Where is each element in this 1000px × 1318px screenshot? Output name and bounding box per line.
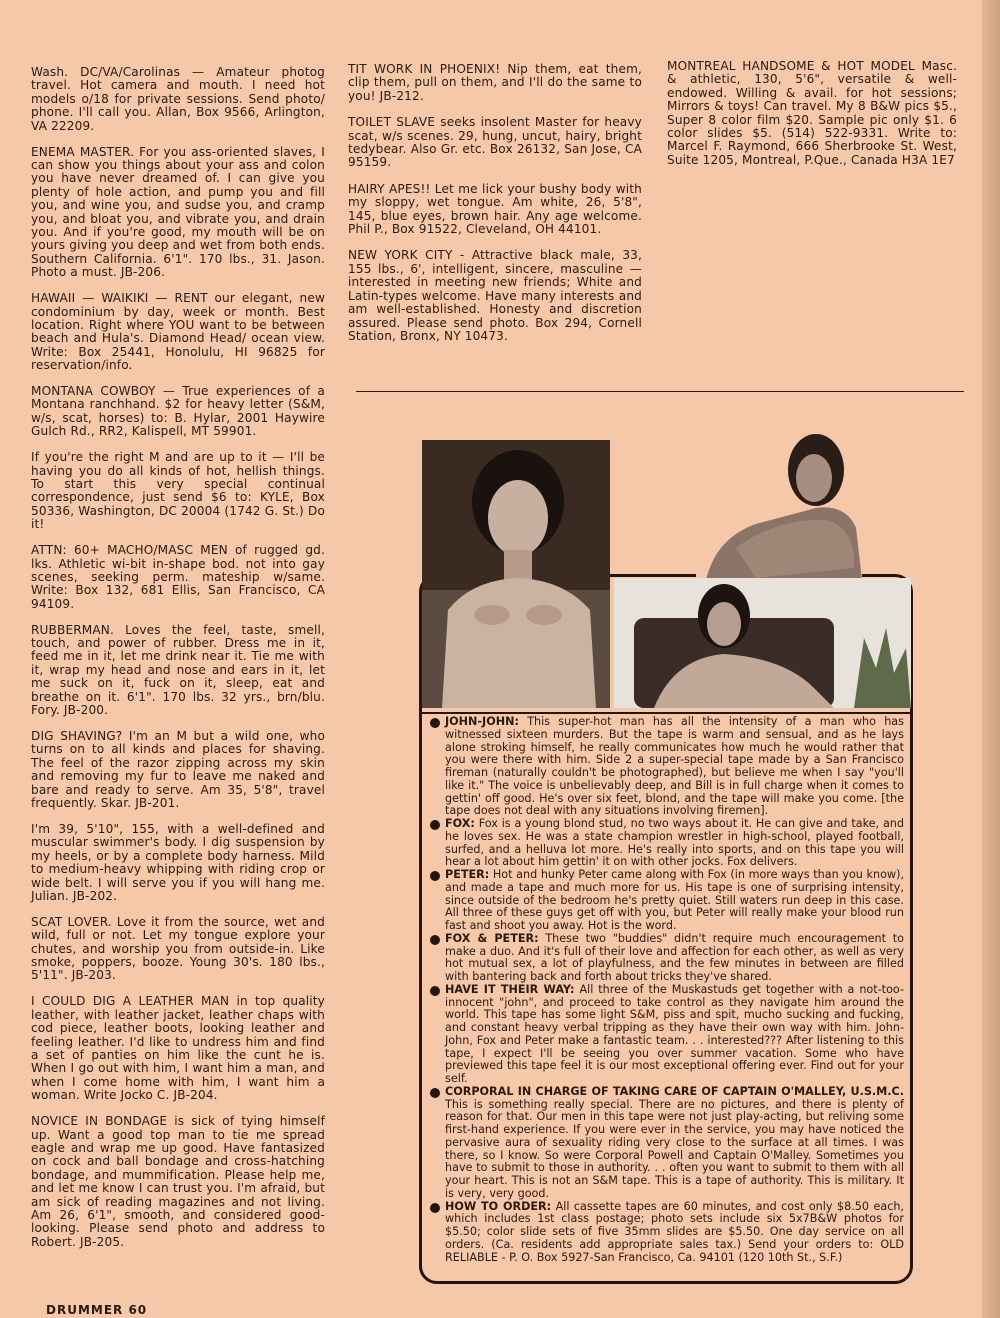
item-text: This is something really special. There are no pictures, and there is plenty of reason for that. Our men in this tape were not just play-acting, but reliving some first-hand experience. If you were ever in the service, you may have noticed the pervasive aura of sexuality riding very close to the surface at all times. I was there, so I know. So were Corporal Powell and Captain O'Malley. Sometimes you have to submit to those in authority. . . often you want to submit to them with all your heart. This is not an S&M tape. This is a tape of authority. This is military. It is very, very good. [445,1097,904,1200]
item-text: Fox is a young blond stud, no two ways about it. He can give and take, and he loves sex. He was a state champion wrestler in high-school, played football, surfed, and a helluva lot more. He's really into sports, and on this tape you will hear a lot about him gettin' it on with other jocks. Fox delivers. [445,817,904,869]
item-heading: JOHN-JOHN: [445,715,519,728]
item-heading: FOX: [445,817,475,830]
classified-ad: ATTN: 60+ MACHO/MASC MEN of rugged gd. lks. Athletic wi-bit in-shape bod. not into gay scenes, seeking perm. mateship w/same. Write: Box 132, 681 Ellis, San Francisco, CA 94109. [31,543,325,611]
classified-ad: MONTREAL HANDSOME & HOT MODEL Masc. & athletic, 130, 5'6", versatile & well-endowed. Willing & avail. for hot sessions; Mirrors & toys! Can travel. My 8 B&W pics $5., Super 8 color film $20. Sample pic only $1. 6 color slides $5. (514) 522-9331. Write to: Marcel F. Raymond, 666 Sherbrooke St. West, Suite 1205, Montreal, P.Que., Canada H3A 1E7 [667,59,957,167]
item-heading: PETER: [445,868,490,881]
classified-ad: Wash. DC/VA/Carolinas — Amateur photog travel. Hot camera and mouth. I need hot models o/18 for private sessions. Send photo/ phone. I'll call you. Allan, Box 9566, Arlington, VA 22209. [31,65,325,133]
bullet-icon [430,1203,440,1213]
classifieds-column-1 [31,66,325,1262]
classifieds-column-3 [667,60,957,180]
classified-ad: SCAT LOVER. Love it from the source, wet and wild, full or not. Let my tongue explore your chutes, and worship you from outside-in. Like smoke, poppers, booze. Young 30's. 180 lbs., 5'11". JB-203. [31,914,325,983]
catalog-item [430,1086,904,1201]
bullet-icon [430,718,440,728]
bullet-icon [430,935,440,945]
catalog-item [430,984,904,1086]
model-photo-reclining [696,428,862,580]
classified-ad: TOILET SLAVE seeks insolent Master for heavy scat, w/s scenes. 29, hung, uncut, hairy, bright tedybear. Also Gr. etc. Box 26132, San Jose, CA 95159. [348,115,642,170]
catalog-item [430,716,904,818]
model-photo-portrait [422,440,610,708]
bullet-icon [430,986,440,996]
classified-ad: MONTANA COWBOY — True experiences of a Montana ranchhand. $2 for heavy letter (S&M, w/s, scat, horses) to: B. Hylar, 2001 Haywire Gulch Rd., RR2, Kalispell, MT 59901. [31,384,325,439]
item-heading: CORPORAL IN CHARGE OF TAKING CARE OF CAPTAIN O'MALLEY, U.S.M.C. [445,1084,904,1098]
classified-ad: ENEMA MASTER. For you ass-oriented slaves, I can show you things about your ass and colon you have never dreamed of. I can give you plenty of hole action, and pump you and fill you, and wine you, and sudse you, and cramp you, and bloat you, and vibrate you, and drain you. And if you're good, my mouth will be on yours giving you deep and wet from both ends. Southern California. 6'1". 170 lbs., 31. Jason. Photo a must. JB-206. [31,144,325,280]
classified-ad: I COULD DIG A LEATHER MAN in top quality leather, with leather jacket, leather chaps with cod piece, leather boots, looking leather and feeling leather. I'd like to undress him and find a set of panties on him like the cunt he is. When I go out with him, I want him a man, and when I come home with him, I want him a woman. Write Jocko C. JB-204. [31,994,325,1103]
bullet-icon [430,820,440,830]
item-text: These two "buddies" didn't require much encouragement to make a duo. And it's full of their love and affection for each other, as well as very hot mutual sex, a lot of playfulness, and the few minutes in between are filled with bantering back and forth about tricks they've shared. [445,931,904,983]
photo-divider [422,712,910,714]
classified-ad: HAIRY APES!! Let me lick your bushy body with my sloppy, wet tongue. Am white, 26, 5'8", 145, blue eyes, brown hair. Any age welcome. Phil P., Box 91522, Cleveland, OH 44101. [348,181,642,237]
bullet-icon [430,871,440,881]
classified-ad: If you're the right M and are up to it — I'll be having you do all kinds of hot, hellish things. To start this very special continual correspondence, just send $6 to: KYLE, Box 50336, Washington, DC 20004 (1742 G. St.) Do it! [31,450,325,532]
classified-ad: HAWAII — WAIKIKI — RENT our elegant, new condominium by day, week or month. Best location. Right where YOU want to be between beach and Hula's. Diamond Head/ ocean view. Write: Box 25441, Honolulu, HI 96825 for reservation/info. [31,291,325,373]
horizontal-rule [356,391,964,392]
item-heading: FOX & PETER: [445,931,539,945]
item-text: This super-hot man has all the intensity of a man who has witnessed sixteen murders. But the tape is warm and sensual, and as he lays alone stroking himself, he really communicates how much he would rather that you were there with him. Side 2 a super-special tape made by a San Francisco fireman (naturally couldn't be photographed), but believe me when I say "you'll like it." The voice is unbelievably deep, and Bill is in full charge when it comes to gettin' off good. He's over six feet, blond, and the tape will make you come. [the tape does not deal with any situations involving firemen]. [445,715,904,818]
catalog-item [430,818,904,869]
item-heading: HAVE IT THEIR WAY: [445,982,575,996]
page-footer: DRUMMER 60 [46,1303,148,1317]
catalog-item [430,869,904,933]
classifieds-column-2 [348,63,642,356]
classified-ad: I'm 39, 5'10", 155, with a well-defined and muscular swimmer's body. I dig suspension by my heels, or by a complete body harness. Mild to medium-heavy whipping with riding crop or wide belt. I will serve you if you will hang me. Julian. JB-202. [31,821,325,903]
item-text: All cassette tapes are 60 minutes, and cost only $8.50 each, which includes 1st class postage; photo sets include six 5x7B&W photos for $5.50; color slide sets of five 35mm slides are $5.50. One day service on all orders. (Ca. residents add appropriate sales tax.) Send your orders to: OLD RELIABLE - P. O. Box 5927-San Francisco, Ca. 94101 (120 10th St., S.F.) [445,1199,904,1264]
item-text: All three of the Muskastuds get together with a not-too-innocent "john", and proceed to take control as they navigate him around the world. This tape has some light S&M, piss and spit, mucho sucking and fucking, and constant heavy verbal tripping as they have their own way with him. John-John, Fox and Peter make a fantastic team. . . interested??? After listening to this tape, I expect I'll be seeing you over summer vacation. Some who have previewed this tape feel it is our most exceptional offering ever. Find out for your self. [445,982,905,1085]
item-text: Hot and hunky Peter came along with Fox (in more ways than you know), and made a tape and much more for us. His tape is one of surprising intensity, since outside of the bedroom he's pretty quiet. Still waters run deep in this case. All three of these guys get off with you, but Peter will really make your blood run fast and shoot you away. Hot is the word. [445,868,904,932]
classified-ad: NOVICE IN BONDAGE is sick of tying himself up. Want a good top man to tie me spread eagle and wrap me up good. Have fantasized on cock and ball bondage and cross-hatching bondage, and mummification. Please help me, and let me know I can trust you. I'm afraid, but am sick of reading magazines and not living. Am 26, 6'1", smooth, and considered good-looking. Please send photo and address to Robert. JB-205. [31,1114,325,1249]
classified-ad: TIT WORK IN PHOENIX! Nip them, eat them, clip them, pull on them, and I'll do the same to you! JB-212. [348,62,642,103]
catalog-item [430,933,904,984]
classified-ad: NEW YORK CITY - Attractive black male, 33, 155 lbs., 6', intelligent, sincere, masculine — interested in meeting new friends; White and Latin-types welcome. Have many interests and am well-established. Honesty and discretion assured. Please send photo. Box 294, Cornell Station, Bronx, NY 10473. [348,248,642,343]
model-photo-chair [614,578,911,708]
bullet-icon [430,1088,440,1098]
classified-ad: RUBBERMAN. Loves the feel, taste, smell, touch, and power of rubber. Dress me in it, feed me in it, let me drink near it. Tie me with it, wrap my head and nose and ears in it, let me suck on it, fuck on it, sleep, eat and breathe on it. 6'1". 170 lbs. 32 yrs., brn/blu. Fory. JB-200. [31,622,325,718]
catalog-item [430,1201,904,1265]
tape-catalog [430,716,904,1264]
classified-ad: DIG SHAVING? I'm an M but a wild one, who turns on to all kinds and places for shaving. The feel of the razor zipping across my skin and removing my fur to leave me naked and bare and ready to serve. Am 35, 5'8", travel frequently. Skar. JB-201. [31,728,325,810]
page-spine [982,0,1000,1318]
item-heading: HOW TO ORDER: [445,1199,552,1213]
